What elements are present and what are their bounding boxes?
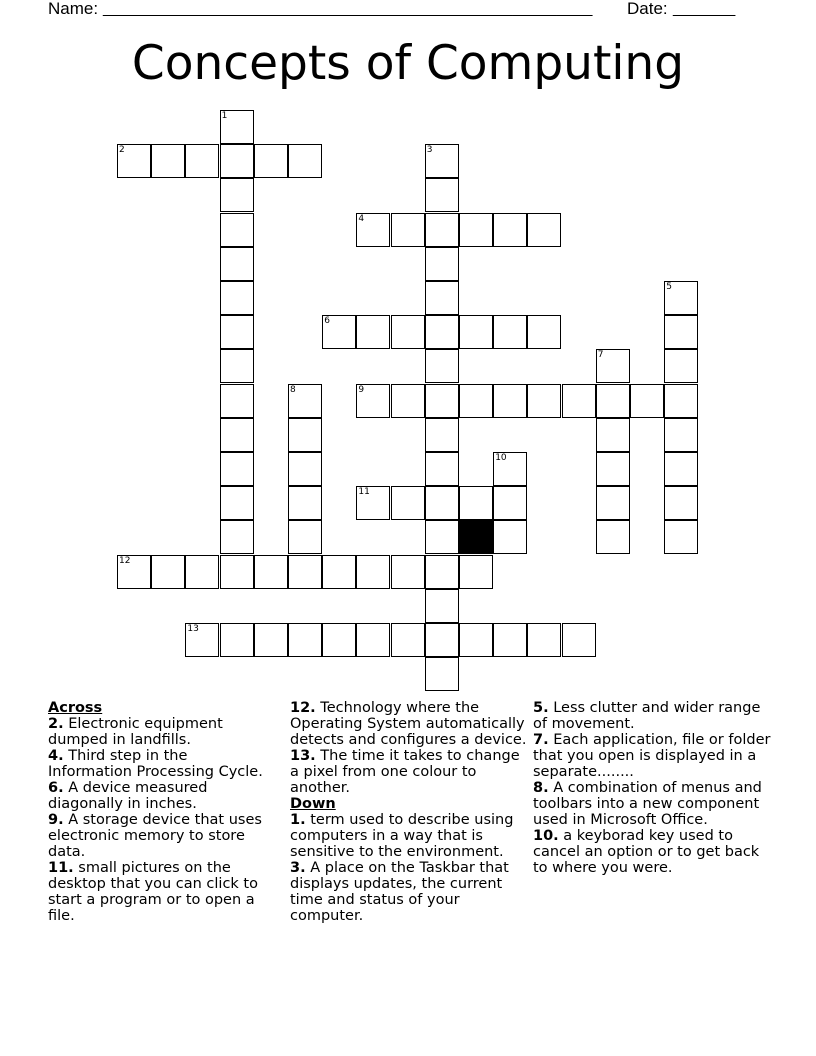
clue-number-12: 12 — [119, 555, 131, 566]
grid-cell[interactable] — [288, 520, 322, 554]
down-heading: Down — [290, 796, 336, 812]
grid-cell[interactable] — [527, 384, 561, 418]
across-clue — [290, 700, 530, 748]
grid-cell[interactable] — [391, 213, 425, 247]
grid-cell[interactable] — [220, 486, 254, 520]
across-clue-list-part-1 — [48, 716, 273, 924]
across-clue — [290, 748, 530, 796]
clues-column-1 — [48, 700, 273, 924]
grid-cell[interactable] — [356, 623, 390, 657]
grid-cell[interactable] — [596, 349, 630, 383]
grid-cell[interactable] — [220, 623, 254, 657]
grid-cell[interactable] — [220, 384, 254, 418]
name-label: Name: — [48, 0, 99, 18]
grid-cell[interactable] — [562, 623, 596, 657]
grid-cell[interactable] — [425, 178, 459, 212]
clue-text: small pictures on the desktop that you can click to start a program or to open a file. — [48, 860, 258, 924]
grid-cell[interactable] — [391, 555, 425, 589]
grid-cell[interactable] — [527, 213, 561, 247]
grid-cell[interactable] — [288, 144, 322, 178]
page-title: Concepts of Computing — [131, 36, 685, 91]
grid-cell[interactable] — [459, 555, 493, 589]
clue-number: 9. — [48, 812, 64, 828]
across-heading: Across — [48, 700, 103, 716]
grid-cell[interactable] — [117, 144, 151, 178]
grid-cell[interactable] — [220, 520, 254, 554]
clue-number: 5. — [533, 700, 549, 716]
blocked-cell — [459, 520, 493, 554]
grid-cell[interactable] — [664, 281, 698, 315]
grid-cell[interactable] — [459, 486, 493, 520]
grid-cell[interactable] — [220, 418, 254, 452]
grid-cell[interactable] — [664, 384, 698, 418]
grid-cell[interactable] — [425, 247, 459, 281]
grid-cell[interactable] — [630, 384, 664, 418]
grid-cell[interactable] — [220, 247, 254, 281]
grid-cell[interactable] — [425, 315, 459, 349]
grid-cell[interactable] — [425, 144, 459, 178]
clues-column-2 — [290, 700, 530, 924]
grid-cell[interactable] — [527, 623, 561, 657]
grid-cell[interactable] — [493, 623, 527, 657]
grid-cell[interactable] — [596, 520, 630, 554]
grid-cell[interactable] — [425, 623, 459, 657]
grid-cell[interactable] — [493, 213, 527, 247]
clue-text: a keyborad key used to cancel an option or to get back to where you were. — [533, 828, 760, 876]
grid-cell[interactable] — [288, 384, 322, 418]
clues-column-3 — [533, 700, 773, 876]
clue-text: A device measured diagonally in inches. — [48, 780, 208, 812]
clue-number: 4. — [48, 748, 64, 764]
grid-cell[interactable] — [356, 555, 390, 589]
grid-cell[interactable] — [596, 418, 630, 452]
date-label: Date: — [627, 0, 668, 18]
clue-number: 11. — [48, 860, 74, 876]
grid-cell[interactable] — [322, 555, 356, 589]
clue-number: 8. — [533, 780, 549, 796]
clue-number-2: 2 — [119, 145, 125, 156]
grid-cell[interactable] — [185, 144, 219, 178]
clue-number-10: 10 — [495, 453, 507, 463]
clue-text: A place on the Taskbar that displays updates, the current time and status of your computer. — [290, 860, 509, 924]
clue-number-13: 13 — [187, 624, 199, 634]
grid-cell[interactable] — [151, 555, 185, 589]
down-clue-list-part-1 — [290, 812, 530, 924]
grid-cell[interactable] — [220, 349, 254, 383]
grid-cell[interactable] — [220, 178, 254, 212]
grid-cell[interactable] — [425, 452, 459, 486]
grid-cell[interactable] — [425, 384, 459, 418]
clue-number-4: 4 — [358, 213, 365, 224]
grid-cell[interactable] — [288, 486, 322, 520]
grid-cell[interactable] — [151, 144, 185, 178]
clue-number-1: 1 — [221, 111, 228, 121]
grid-cell[interactable] — [220, 555, 254, 589]
grid-cell[interactable] — [356, 213, 390, 247]
clue-number: 3. — [290, 860, 306, 876]
down-clue — [533, 828, 773, 876]
grid-cell[interactable] — [664, 418, 698, 452]
clue-number-7: 7 — [597, 350, 604, 361]
clue-number-3: 3 — [426, 145, 433, 156]
grid-cell[interactable] — [459, 315, 493, 349]
grid-cell[interactable] — [391, 623, 425, 657]
grid-cell[interactable] — [254, 555, 288, 589]
grid-cell[interactable] — [322, 315, 356, 349]
grid-cell[interactable] — [220, 110, 254, 144]
grid-cell[interactable] — [425, 281, 459, 315]
grid-cell[interactable] — [664, 452, 698, 486]
grid-cell[interactable] — [664, 520, 698, 554]
down-clue — [290, 812, 530, 860]
grid-cell[interactable] — [425, 213, 459, 247]
name-line[interactable]: _______________________________________________________ — [103, 0, 593, 17]
clue-number: 2. — [48, 716, 64, 732]
grid-cell[interactable] — [425, 555, 459, 589]
grid-cell[interactable] — [254, 623, 288, 657]
clues-section — [0, 700, 816, 1030]
clue-number-9: 9 — [358, 384, 365, 395]
grid-cell[interactable] — [356, 315, 390, 349]
grid-cell[interactable] — [288, 418, 322, 452]
grid-cell[interactable] — [288, 555, 322, 589]
grid-cell[interactable] — [493, 315, 527, 349]
grid-cell[interactable] — [391, 384, 425, 418]
grid-cell[interactable] — [356, 486, 390, 520]
across-clue-list-part-2 — [290, 700, 530, 796]
grid-cell[interactable] — [220, 281, 254, 315]
grid-cell[interactable] — [322, 623, 356, 657]
grid-cell[interactable] — [596, 384, 630, 418]
across-clue — [48, 812, 273, 860]
clue-text: Less clutter and wider range of movement. — [533, 700, 761, 732]
grid-cell[interactable] — [254, 144, 288, 178]
grid-cell[interactable] — [288, 452, 322, 486]
date-line[interactable]: _______ — [673, 0, 736, 17]
clue-number-8: 8 — [290, 384, 296, 395]
grid-cell[interactable] — [220, 144, 254, 178]
grid-cell[interactable] — [185, 555, 219, 589]
grid-cell[interactable] — [220, 452, 254, 486]
down-clue — [533, 780, 773, 828]
clue-number-5: 5 — [666, 282, 672, 292]
across-clue — [48, 780, 273, 812]
grid-cell[interactable] — [596, 452, 630, 486]
clue-number-6: 6 — [324, 316, 330, 327]
down-clue — [533, 700, 773, 732]
down-clue-list-part-2 — [533, 700, 773, 876]
grid-cell[interactable] — [527, 315, 561, 349]
grid-cell[interactable] — [493, 384, 527, 418]
grid-cell[interactable] — [425, 349, 459, 383]
clue-text: Technology where the Operating System automatically detects and configures a device. — [290, 700, 527, 748]
grid-cell[interactable] — [425, 418, 459, 452]
grid-cell[interactable] — [220, 315, 254, 349]
grid-cell[interactable] — [425, 589, 459, 623]
clue-number: 1. — [290, 812, 306, 828]
grid-cell[interactable] — [391, 486, 425, 520]
grid-cell[interactable] — [459, 384, 493, 418]
grid-cell[interactable] — [185, 623, 219, 657]
grid-cell[interactable] — [117, 555, 151, 589]
grid-cell[interactable] — [220, 213, 254, 247]
clue-number: 12. — [290, 700, 316, 716]
grid-cell[interactable] — [664, 349, 698, 383]
grid-cell[interactable] — [356, 384, 390, 418]
clue-number: 10. — [533, 828, 559, 844]
grid-cell[interactable] — [562, 384, 596, 418]
grid-cell[interactable] — [459, 623, 493, 657]
clue-text: Electronic equipment dumped in landfills. — [48, 716, 223, 748]
clue-number: 6. — [48, 780, 64, 796]
down-clue — [533, 732, 773, 780]
clue-text: Third step in the Information Processing Cycle. — [48, 748, 263, 780]
grid-cell[interactable] — [493, 520, 527, 554]
grid-cell[interactable] — [459, 213, 493, 247]
grid-cell[interactable] — [391, 315, 425, 349]
across-clue — [48, 716, 273, 748]
grid-cell[interactable] — [664, 486, 698, 520]
clue-text: A combination of menus and toolbars into a new component used in Microsoft Office. — [533, 780, 762, 828]
grid-cell[interactable] — [425, 520, 459, 554]
grid-cell[interactable] — [596, 486, 630, 520]
across-clue — [48, 860, 273, 924]
clue-text: Each application, file or folder that you open is displayed in a separate........ — [533, 732, 771, 780]
grid-cell[interactable] — [288, 623, 322, 657]
grid-cell[interactable] — [493, 486, 527, 520]
clue-number: 13. — [290, 748, 316, 764]
clue-text: The time it takes to change a pixel from one colour to another. — [290, 748, 520, 796]
clue-number: 7. — [533, 732, 549, 748]
grid-cell[interactable] — [425, 657, 459, 691]
clue-number-11: 11 — [358, 487, 370, 498]
clue-text: term used to describe using computers in a way that is sensitive to the environment. — [290, 812, 514, 860]
grid-cell[interactable] — [664, 315, 698, 349]
across-clue — [48, 748, 273, 780]
down-clue — [290, 860, 530, 924]
grid-cell[interactable] — [425, 486, 459, 520]
clue-text: A storage device that uses electronic memory to store data. — [48, 812, 262, 860]
grid-cell[interactable] — [493, 452, 527, 486]
